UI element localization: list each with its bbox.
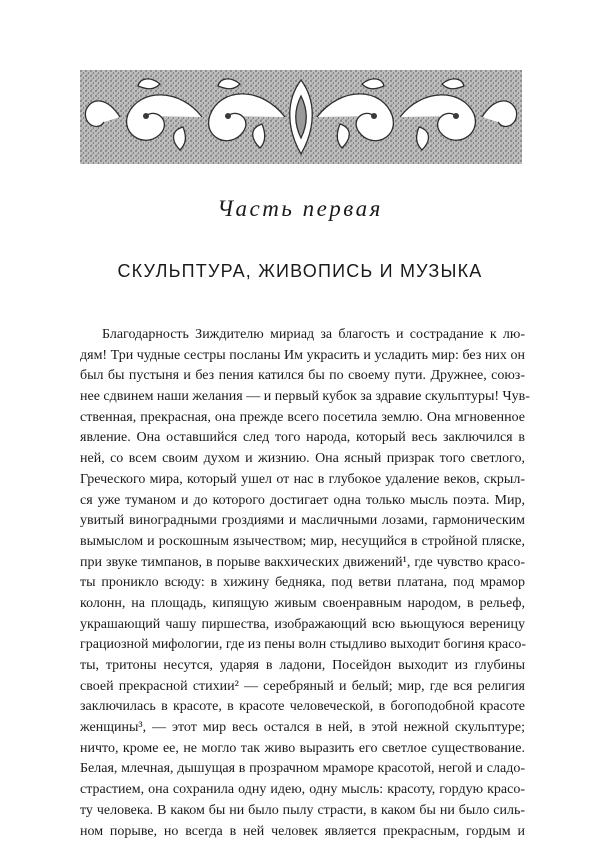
text-line: ты проникло всюду: в хижину бедняка, под ветви платана, под мрамор xyxy=(80,573,525,594)
body-paragraph xyxy=(80,325,525,842)
text-line: дям! Три чудные сестры посланы Им украсить и усладить мир: без них он xyxy=(80,346,525,367)
text-line: ственная, прекрасная, она прежде всего посетила землю. Она мгновенное xyxy=(80,408,525,429)
text-line: колонн, на площадь, кипящую живым своенравным народом, в рельеф, xyxy=(80,594,525,615)
text-line: был бы пустыня и без пения катился бы по своему пути. Дружнее, союз- xyxy=(80,366,525,387)
text-line: ту человека. В каком бы ни было пылу страсти, в каком бы ни было силь- xyxy=(80,801,525,822)
text-line: Белая, млечная, дышущая в прозрачном мраморе красотой, негой и сладо- xyxy=(80,759,525,780)
text-line: страстием, она сохранила одну идею, одну мысль: красоту, гордую красо- xyxy=(80,780,525,801)
chapter-title: СКУЛЬПТУРА, ЖИВОПИСЬ И МУЗЫКА xyxy=(0,261,600,282)
text-line: при звуке тимпанов, в порыве вакхических движений¹, где чувство красо- xyxy=(80,553,525,574)
text-line: увитый виноградными гроздиями и масличными лозами, гармоническим xyxy=(80,511,525,532)
floral-ornament-icon xyxy=(80,70,522,164)
text-line: своей прекрасной стихии² — серебряный и белый; мир, где вся религия xyxy=(80,677,525,698)
text-line: ты, тритоны несутся, ударяя в ладони, Посейдон выходит из глубины xyxy=(80,656,525,677)
text-line: Благодарность Зиждителю мириад за благость и сострадание к лю- xyxy=(80,325,525,346)
text-line: заключилась в красоте, в красоте человеческой, в богоподобной красоте xyxy=(80,697,525,718)
text-line: женщины³, — этот мир весь остался в ней, в этой нежной скульптуре; xyxy=(80,718,525,739)
text-line: ся уже туманом и до которого достигает одна только мысль поэта. Мир, xyxy=(80,491,525,512)
text-line: украшающий чашу пиршества, изображающий всю вьющуюся вереницу xyxy=(80,615,525,636)
text-line: Греческого мира, который ушел от нас в глубокое удаление веков, скрыл- xyxy=(80,470,525,491)
text-line: вымыслом и роскошным язычеством; мир, несущийся в стройной пляске, xyxy=(80,532,525,553)
text-line: ном порыве, но всегда в ней человек является прекрасным, гордым и xyxy=(80,822,525,842)
text-line: ней, со всем своим духом и жизнию. Она ясный призрак того светлого, xyxy=(80,449,525,470)
text-line: ничто, кроме ее, не могло так живо выразить его светлое существование. xyxy=(80,739,525,760)
text-line: явление. Она оставшийся след того народа, который весь заключился в xyxy=(80,428,525,449)
part-title: Часть первая xyxy=(0,196,600,222)
text-line: грациозной мифологии, где из пены волн стыдливо выходит богиня красо- xyxy=(80,635,525,656)
text-line: нее сдвинем наши желания — и первый кубок за здравие скульптуры! Чув- xyxy=(80,387,525,408)
